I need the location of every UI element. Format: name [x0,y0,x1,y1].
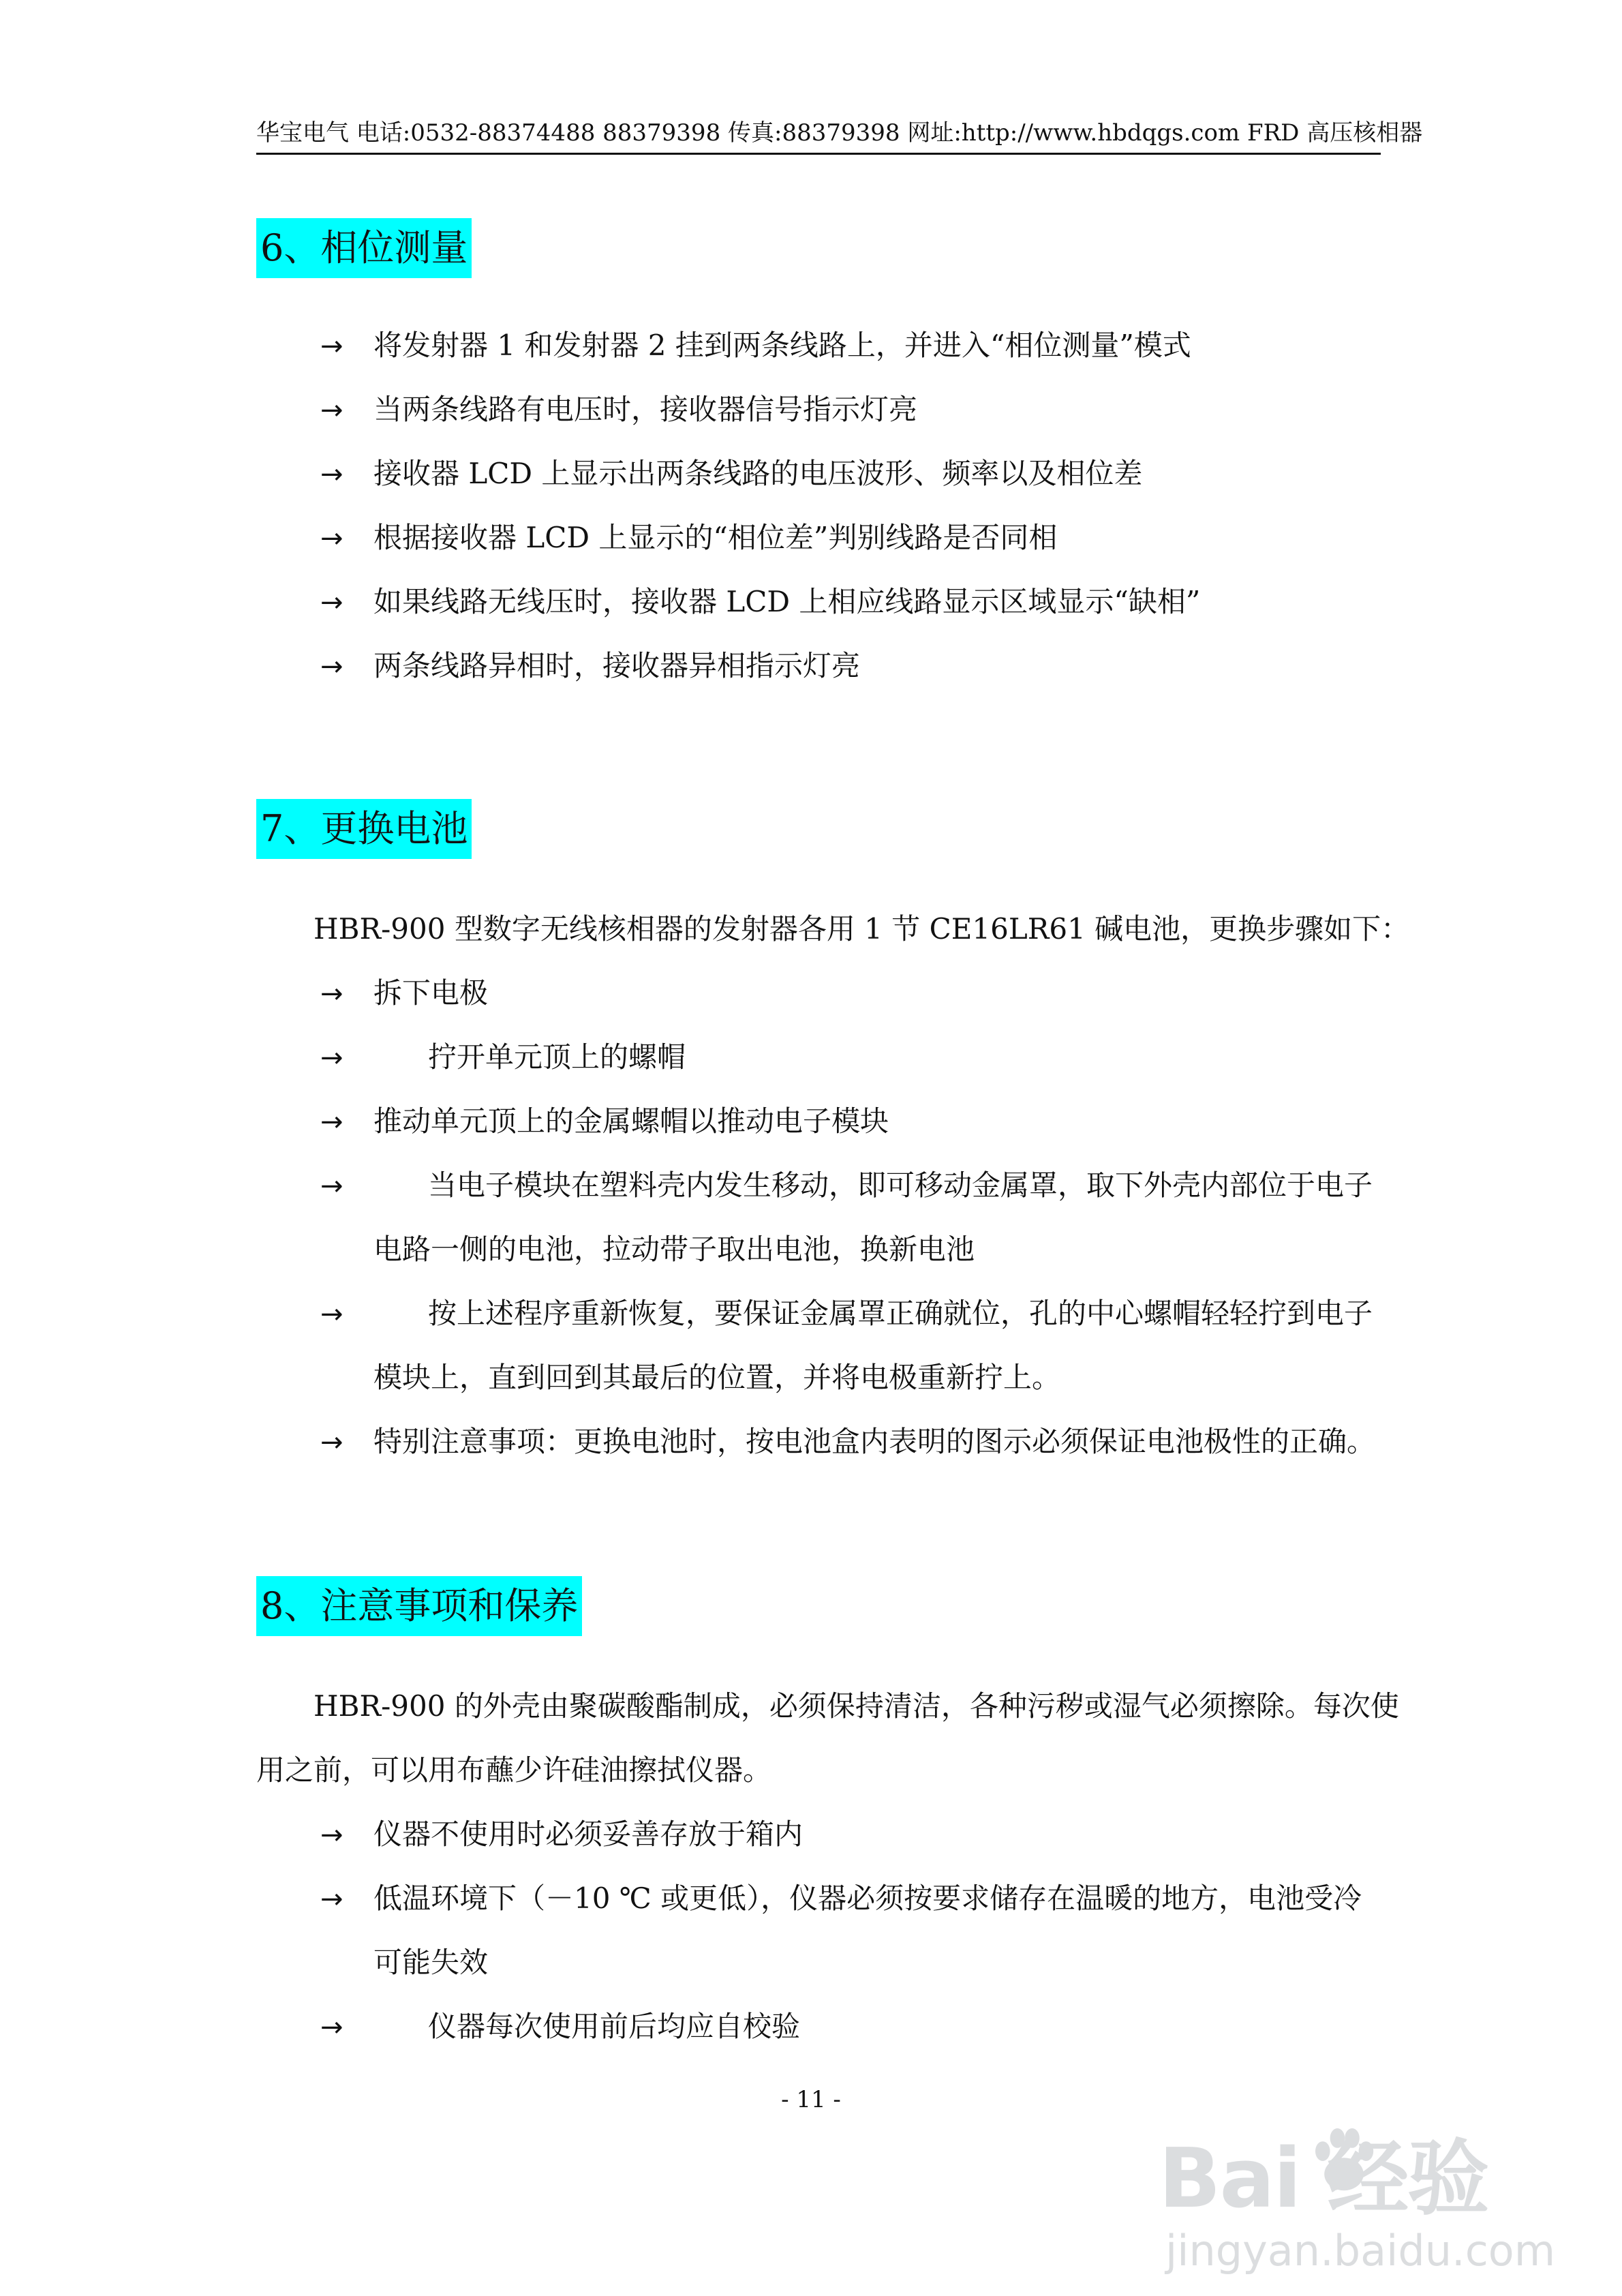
page-header: 华宝电气 电话:0532-88374488 88379398 传真:88379398 网址:http://www.hbdqgs.com FRD 高压核相器 [256,115,1381,155]
arrow-icon: → [320,1819,343,1851]
section-intro: HBR-900 的外壳由聚碳酸酯制成，必须保持清洁，各种污秽或湿气必须擦除。每次使 [313,1689,1399,1723]
page-number: - 11 - [781,2086,841,2113]
section-title-battery-replacement: 7、更换电池 [256,799,472,859]
arrow-icon: → [320,1884,343,1915]
list-item: → 仪器每次使用前后均应自校验 [320,1995,800,2059]
arrow-icon: → [320,395,343,426]
list-item: → 推动单元顶上的金属螺帽以推动电子模块 [320,1089,889,1154]
list-item-continuation: 电路一侧的电池，拉动带子取出电池，换新电池 [373,1233,975,1266]
arrow-icon: → [320,587,343,618]
list-item: → 根据接收器 LCD 上显示的“相位差”判别线路是否同相 [320,506,1057,571]
section-intro-continuation: 用之前，可以用布蘸少许硅油擦拭仪器。 [256,1753,772,1787]
list-item-continuation: 模块上，直到回到其最后的位置，并将电极重新拧上。 [373,1361,1061,1394]
watermark-url: jingyan.baidu.com [1165,2226,1556,2276]
list-item: → 特别注意事项：更换电池时，按电池盒内表明的图示必须保证电池极性的正确。 [320,1410,1375,1475]
arrow-icon: → [320,651,343,682]
list-item: → 拆下电极 [320,961,488,1026]
arrow-icon: → [320,523,343,554]
list-item: → 接收器 LCD 上显示出两条线路的电压波形、频率以及相位差 [320,442,1142,507]
list-item: → 仪器不使用时必须妥善存放于箱内 [320,1802,803,1867]
arrow-icon: → [320,2012,343,2043]
arrow-icon: → [320,1299,343,1330]
list-item: → 两条线路异相时，接收器异相指示灯亮 [320,634,860,699]
paw-icon [1303,2120,1385,2202]
list-item: → 拧开单元顶上的螺帽 [320,1025,686,1090]
list-item: → 当电子模块在塑料壳内发生移动，即可移动金属罩，取下外壳内部位于电子 [320,1153,1373,1218]
list-item: → 将发射器 1 和发射器 2 挂到两条线路上，并进入“相位测量”模式 [320,314,1191,378]
arrow-icon: → [320,1427,343,1458]
list-item: → 低温环境下（－10 ℃ 或更低），仪器必须按要求储存在温暖的地方，电池受冷 [320,1867,1362,1931]
arrow-icon: → [320,1042,343,1074]
baidu-jingyan-watermark [1159,2113,1595,2284]
section-intro: HBR-900 型数字无线核相器的发射器各用 1 节 CE16LR61 碱电池，更换步骤如下： [313,912,1410,946]
list-item: → 如果线路无线压时，接收器 LCD 上相应线路显示区域显示“缺相” [320,570,1200,635]
arrow-icon: → [320,978,343,1010]
arrow-icon: → [320,459,343,490]
list-item: → 当两条线路有电压时，接收器信号指示灯亮 [320,378,917,442]
arrow-icon: → [320,1170,343,1202]
arrow-icon: → [320,1106,343,1138]
section-title-precautions-maintenance: 8、注意事项和保养 [256,1576,582,1636]
section-title-phase-measurement: 6、相位测量 [256,218,472,278]
list-item-continuation: 可能失效 [373,1946,489,1979]
arrow-icon: → [320,331,343,362]
list-item: → 按上述程序重新恢复，要保证金属罩正确就位，孔的中心螺帽轻轻拧到电子 [320,1282,1373,1346]
watermark-logo-text: Bai 经验 [1159,2132,1488,2226]
